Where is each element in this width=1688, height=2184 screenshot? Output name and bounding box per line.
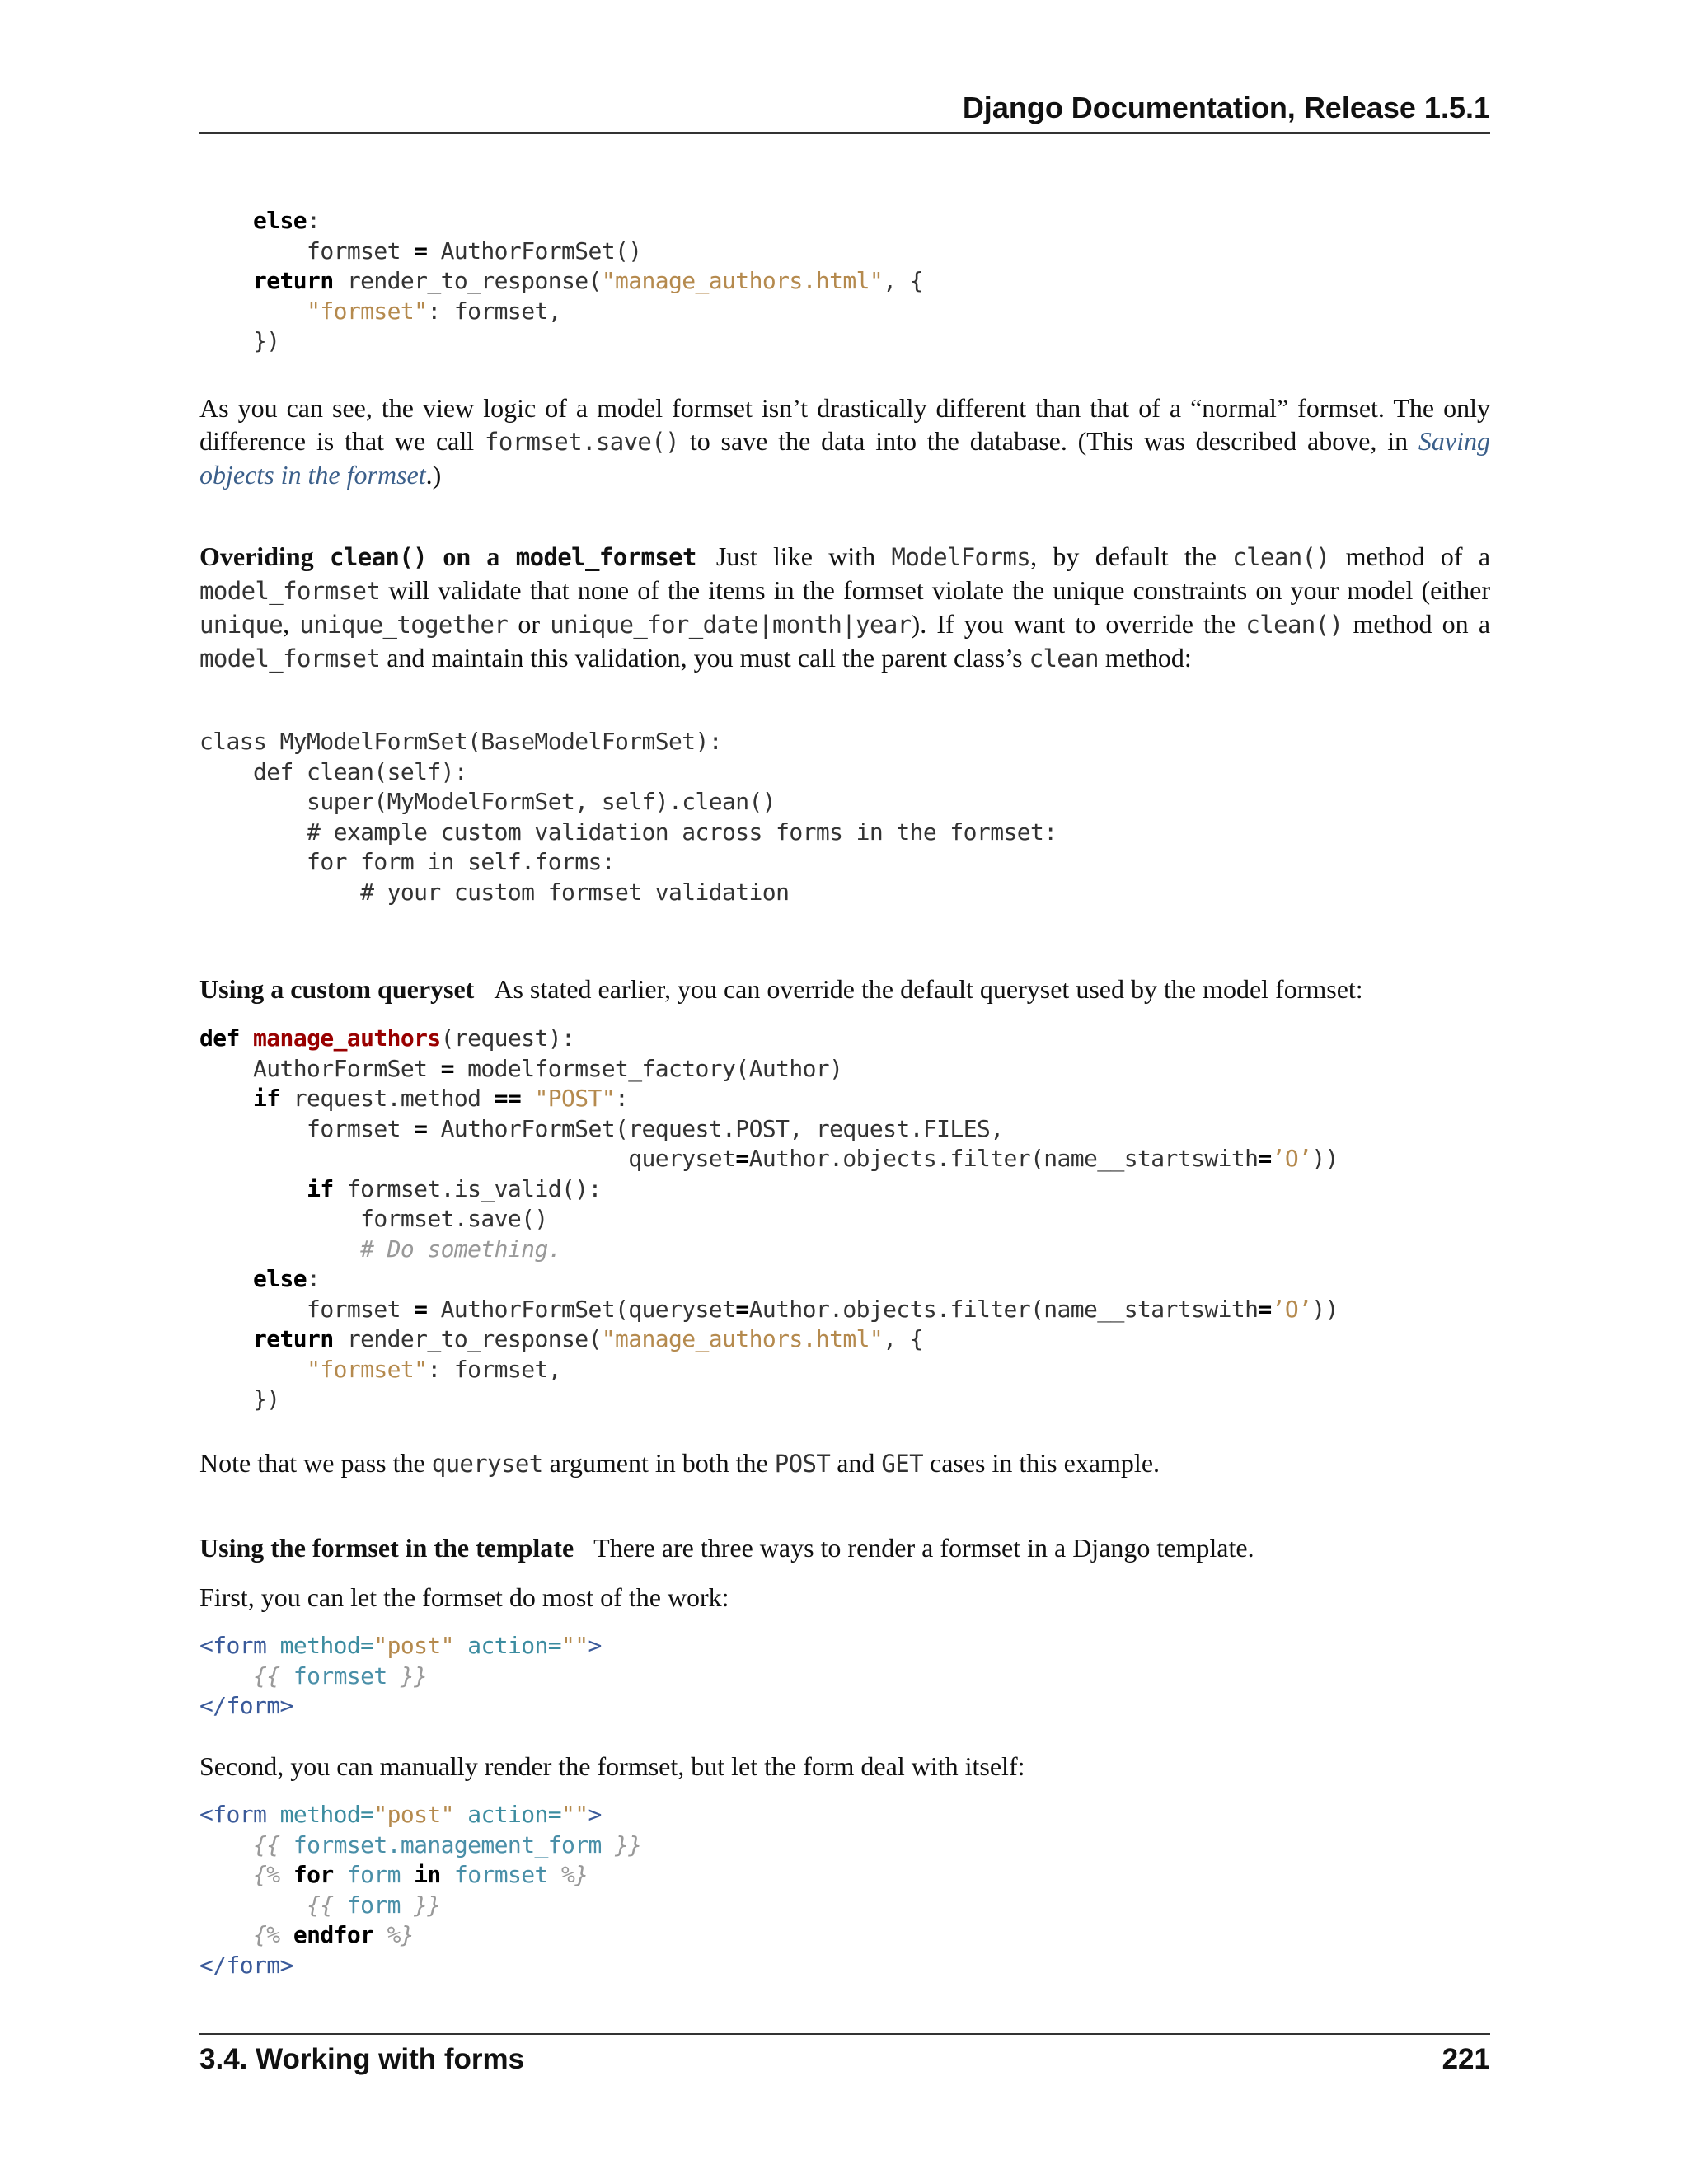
saving-objects-link[interactable]: Saving objects in the formset (199, 426, 1491, 490)
overriding-heading: Overiding clean() on a model_formset (199, 541, 696, 571)
code-block-manage-authors: def manage_authors(request): AuthorFormSet = modelformset_factory(Author) if request.method == "POST": formset = AuthorFormSet(request.POST, request.FILES, queryset=Author.objects.filter(name__startswith=’O’)) if formset.is_valid(): formset.save() # Do something. else: formset = AuthorFormSet(queryset=Author.objects.filter(name__startswith=’O’)) return render_to_response("manage_authors.html", { "formset": formset, }) (199, 1024, 1339, 1413)
page-footer (199, 2033, 1490, 2076)
paragraph-template-section: Using the formset in the template There are three ways to render a formset in a Django template. (199, 1533, 1254, 1563)
code-block-template-2: <form method="post" action=""> {{ formset.management_form }} {% for form in formset %} {{ form }} {% endfor %} </form> (199, 1801, 642, 1979)
code-block-clean-override: class MyModelFormSet(BaseModelFormSet): def clean(self): super(MyModelFormSet, self).clean() # example custom validation across forms in the formset: for form in self.forms: # your custom formset validation (199, 728, 1057, 906)
template-heading: Using the formset in the template (199, 1533, 574, 1563)
footer-section-title: 3.4. Working with forms (199, 2043, 525, 2075)
paragraph-overriding-clean: Overiding clean() on a model_formset Just like with ModelForms, by default the clean() method of a model_formset will validate that none of the items in the formset violate the unique constraints on your model (either unique, unique_together or unique_for_date|month|year). If you want to override the clean() method on a model_formset and maintain this validation, you must call the parent class’s clean method: (199, 541, 1491, 673)
document-page (199, 0, 1490, 2184)
paragraph-first-way: First, you can let the formset do most of the work: (199, 1582, 729, 1612)
page-header: Django Documentation, Release 1.5.1 (199, 91, 1490, 134)
paragraph-queryset-note: Note that we pass the queryset argument in both the POST and GET cases in this example. (199, 1448, 1160, 1478)
paragraph-view-logic: As you can see, the view logic of a model formset isn’t drastically different than that of a “normal” formset. The only difference is that we call formset.save() to save the data into the database. (This was described above, in Saving objects in the formset.) (199, 393, 1491, 490)
code-block-view-end: else: formset = AuthorFormSet() return render_to_response("manage_authors.html", { "formset": formset, }) (253, 207, 923, 354)
paragraph-custom-queryset: Using a custom queryset As stated earlier, you can override the default queryset used by the model formset: (199, 974, 1363, 1004)
page-number: 221 (1442, 2043, 1490, 2075)
code-block-template-1: <form method="post" action=""> {{ formset }} </form> (199, 1632, 602, 1719)
custom-queryset-heading: Using a custom queryset (199, 974, 475, 1004)
paragraph-second-way: Second, you can manually render the formset, but let the form deal with itself: (199, 1751, 1025, 1781)
